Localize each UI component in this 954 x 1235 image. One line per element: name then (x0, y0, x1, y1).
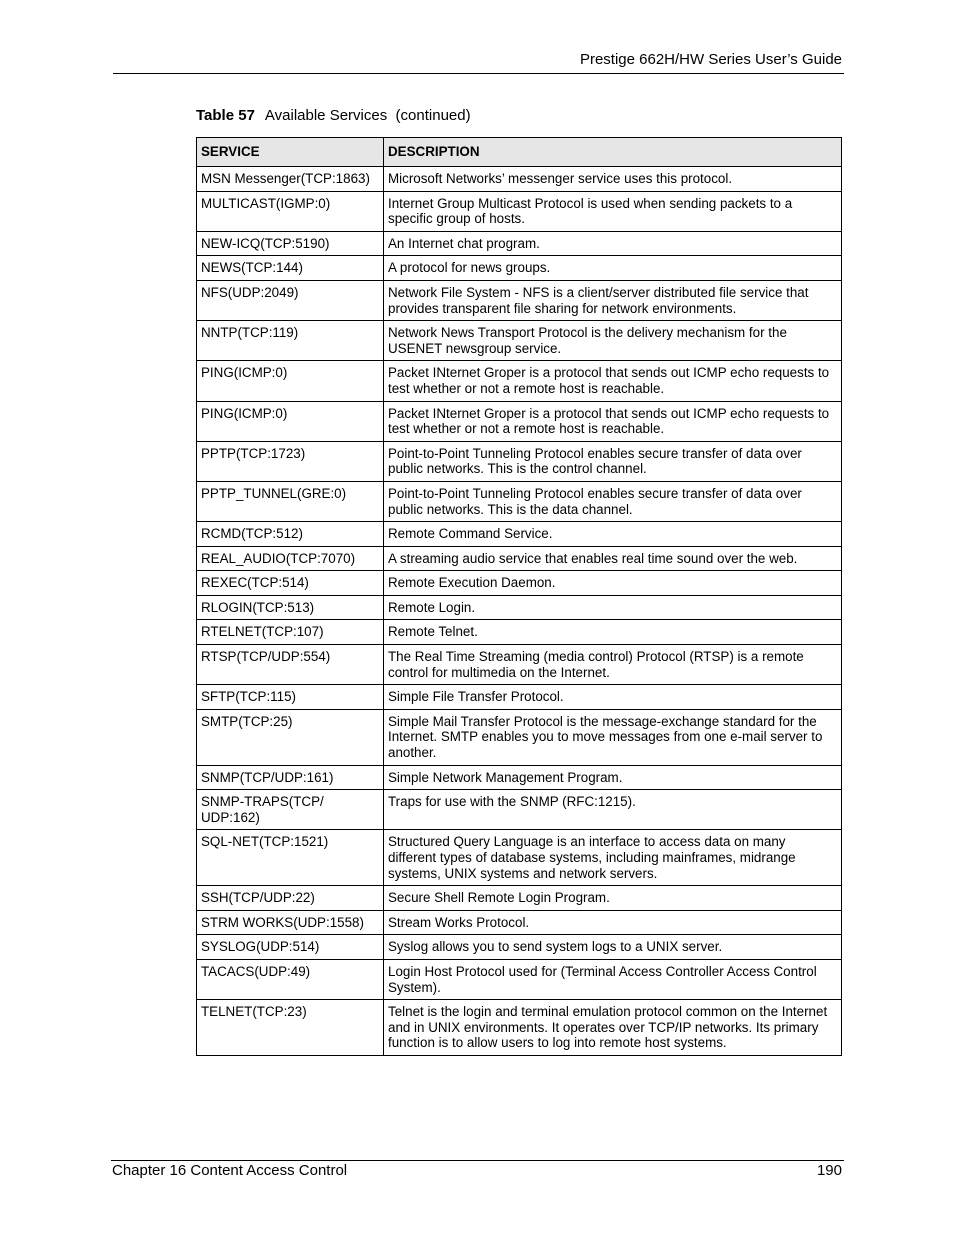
table-header-row (197, 138, 842, 167)
table-row (197, 401, 842, 441)
service-cell: SMTP(TCP:25) (197, 709, 384, 765)
table-row (197, 522, 842, 547)
table-row (197, 685, 842, 710)
service-cell: SFTP(TCP:115) (197, 685, 384, 710)
table-row (197, 886, 842, 911)
description-cell: Login Host Protocol used for (Terminal Access Controller Access Control System). (384, 959, 842, 999)
description-cell: Packet INternet Groper is a protocol that sends out ICMP echo requests to test whether or not a remote host is reachable. (384, 361, 842, 401)
description-cell: An Internet chat program. (384, 231, 842, 256)
table-row (197, 167, 842, 192)
description-cell: Point-to-Point Tunneling Protocol enables secure transfer of data over public networks. This is the control channel. (384, 441, 842, 481)
table-row (197, 910, 842, 935)
service-cell: NFS(UDP:2049) (197, 280, 384, 320)
footer-divider (111, 1160, 844, 1161)
description-cell: Syslog allows you to send system logs to a UNIX server. (384, 935, 842, 960)
services-table (196, 137, 842, 1056)
table-body (197, 167, 842, 1056)
table-row (197, 481, 842, 521)
service-cell: RTSP(TCP/UDP:554) (197, 645, 384, 685)
column-header-service: SERVICE (197, 138, 384, 167)
service-cell: PPTP(TCP:1723) (197, 441, 384, 481)
service-cell: MSN Messenger(TCP:1863) (197, 167, 384, 192)
table-row (197, 1000, 842, 1056)
description-cell: Network File System - NFS is a client/server distributed file service that provides transparent file sharing for network environments. (384, 280, 842, 320)
service-cell: SSH(TCP/UDP:22) (197, 886, 384, 911)
table-row (197, 645, 842, 685)
description-cell: Structured Query Language is an interface to access data on many different types of database systems, including mainframes, midrange systems, UNIX systems and network servers. (384, 830, 842, 886)
service-cell: RCMD(TCP:512) (197, 522, 384, 547)
footer-chapter: Chapter 16 Content Access Control (112, 1162, 348, 1179)
description-cell: Remote Telnet. (384, 620, 842, 645)
table-row (197, 935, 842, 960)
table-row (197, 256, 842, 281)
table-row (197, 361, 842, 401)
table-row (197, 765, 842, 790)
description-cell: Remote Command Service. (384, 522, 842, 547)
service-cell: PING(ICMP:0) (197, 361, 384, 401)
table-caption-label: Table 57 (196, 107, 255, 124)
table-caption (196, 107, 471, 124)
description-cell: Microsoft Networks’ messenger service uses this protocol. (384, 167, 842, 192)
table-row (197, 595, 842, 620)
description-cell: Internet Group Multicast Protocol is used when sending packets to a specific group of hosts. (384, 191, 842, 231)
table-row (197, 620, 842, 645)
service-cell: TACACS(UDP:49) (197, 959, 384, 999)
description-cell: Traps for use with the SNMP (RFC:1215). (384, 790, 842, 830)
description-cell: Simple File Transfer Protocol. (384, 685, 842, 710)
description-cell: Simple Network Management Program. (384, 765, 842, 790)
service-cell: STRM WORKS(UDP:1558) (197, 910, 384, 935)
service-cell: RLOGIN(TCP:513) (197, 595, 384, 620)
service-cell: SNMP-TRAPS(TCP/ UDP:162) (197, 790, 384, 830)
service-cell: TELNET(TCP:23) (197, 1000, 384, 1056)
service-cell: PPTP_TUNNEL(GRE:0) (197, 481, 384, 521)
header-divider (113, 73, 844, 74)
description-cell: Remote Login. (384, 595, 842, 620)
table-row (197, 231, 842, 256)
description-cell: Packet INternet Groper is a protocol that sends out ICMP echo requests to test whether or not a remote host is reachable. (384, 401, 842, 441)
table-row (197, 191, 842, 231)
service-cell: SQL-NET(TCP:1521) (197, 830, 384, 886)
description-cell: Secure Shell Remote Login Program. (384, 886, 842, 911)
description-cell: Stream Works Protocol. (384, 910, 842, 935)
service-cell: REAL_AUDIO(TCP:7070) (197, 546, 384, 571)
description-cell: A protocol for news groups. (384, 256, 842, 281)
table-row (197, 709, 842, 765)
service-cell: MULTICAST(IGMP:0) (197, 191, 384, 231)
table-row (197, 321, 842, 361)
description-cell: Network News Transport Protocol is the delivery mechanism for the USENET newsgroup service. (384, 321, 842, 361)
table-row (197, 546, 842, 571)
footer-page-number: 190 (816, 1162, 842, 1179)
description-cell: Simple Mail Transfer Protocol is the message-exchange standard for the Internet. SMTP enables you to move messages from one e-mail server to another. (384, 709, 842, 765)
table-row (197, 790, 842, 830)
service-cell: RTELNET(TCP:107) (197, 620, 384, 645)
service-cell: SNMP(TCP/UDP:161) (197, 765, 384, 790)
description-cell: Telnet is the login and terminal emulation protocol common on the Internet and in UNIX environments. It operates over TCP/IP networks. Its primary function is to allow users to log into remote host systems. (384, 1000, 842, 1056)
description-cell: Point-to-Point Tunneling Protocol enables secure transfer of data over public networks. This is the data channel. (384, 481, 842, 521)
service-cell: REXEC(TCP:514) (197, 571, 384, 596)
description-cell: Remote Execution Daemon. (384, 571, 842, 596)
table-row (197, 830, 842, 886)
service-cell: PING(ICMP:0) (197, 401, 384, 441)
description-cell: The Real Time Streaming (media control) Protocol (RTSP) is a remote control for multimedia on the Internet. (384, 645, 842, 685)
column-header-description: DESCRIPTION (384, 138, 842, 167)
description-cell: A streaming audio service that enables real time sound over the web. (384, 546, 842, 571)
table-row (197, 441, 842, 481)
service-cell: NEW-ICQ(TCP:5190) (197, 231, 384, 256)
document-header-title: Prestige 662H/HW Series User’s Guide (579, 51, 842, 68)
service-cell: NNTP(TCP:119) (197, 321, 384, 361)
service-cell: SYSLOG(UDP:514) (197, 935, 384, 960)
service-cell: NEWS(TCP:144) (197, 256, 384, 281)
table-row (197, 280, 842, 320)
table-caption-text: Available Services (continued) (264, 107, 471, 124)
table-row (197, 959, 842, 999)
table-row (197, 571, 842, 596)
